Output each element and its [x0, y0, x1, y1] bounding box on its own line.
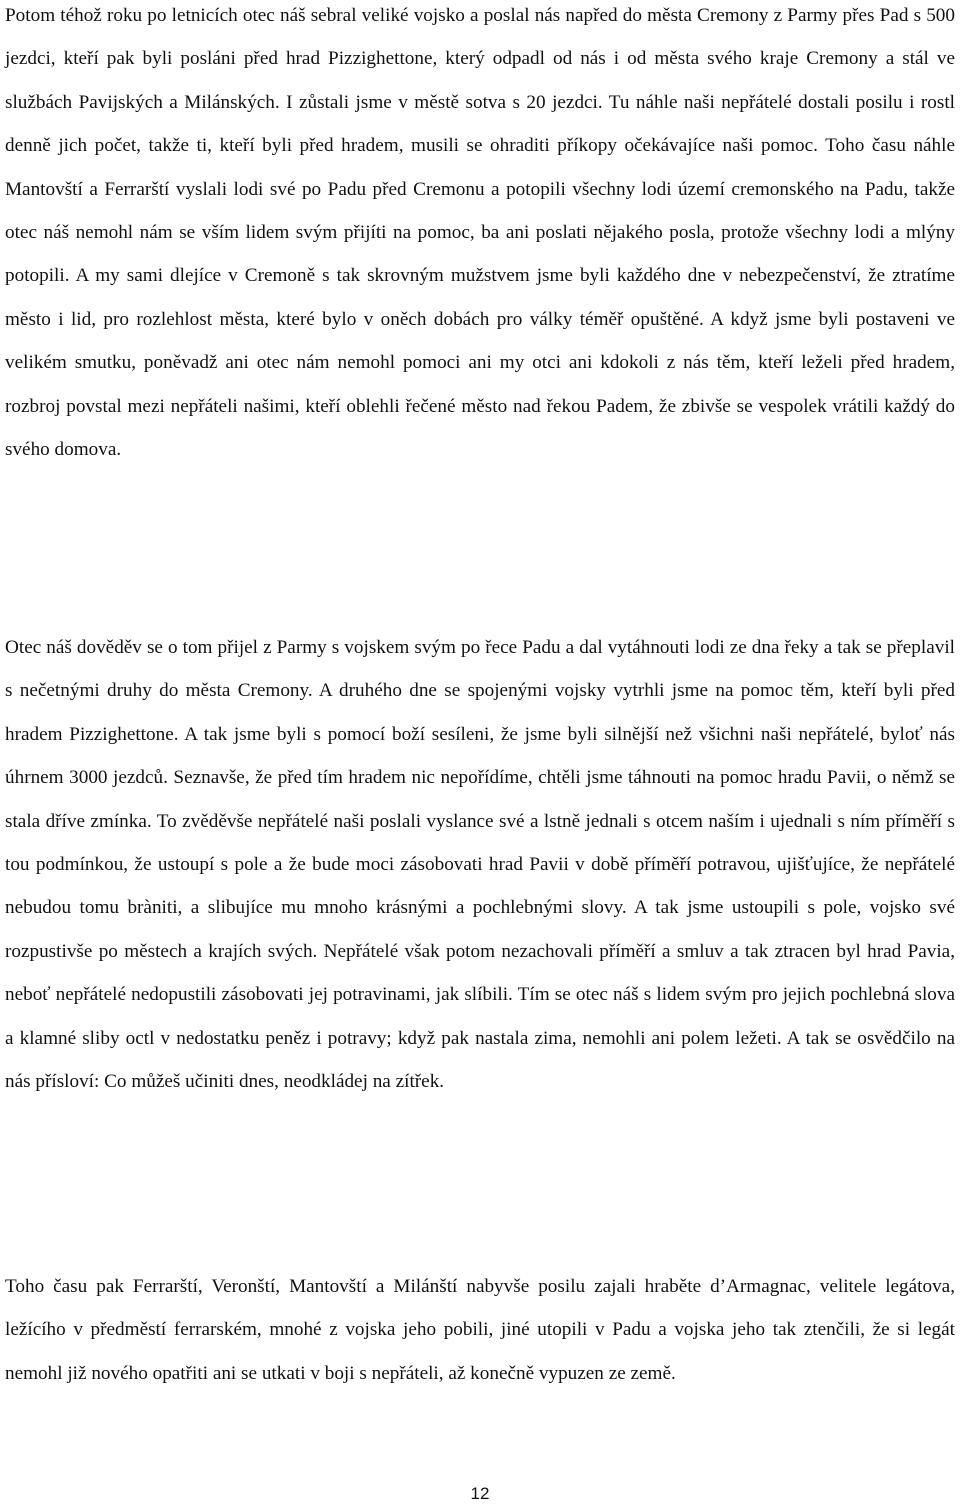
- document-page: [5, 0, 955, 1505]
- page-number: 12: [470, 1484, 490, 1503]
- paragraph: Toho času pak Ferrarští, Veronští, Mantovští a Milánští nabyvše posilu zajali hraběte d’Armagnac, velitele legátova, ležícího v předměstí ferrarském, mnohé z vojska jeho pobili, jiné utopili v Padu a vojska jeho tak ztenčili, že si legát nemohl již nového opatřiti ani se utkati v boji s nepřáteli, až konečně vypuzen ze země.: [5, 1276, 955, 1384]
- paragraph: Potom téhož roku po letnicích otec náš sebral veliké vojsko a poslal nás napřed do města Cremony z Parmy přes Pad s 500 jezdci, kteří pak byli posláni před hrad Pizzighettone, který odpadl od nás i od města svého kraje Cremony a stál ve službách Pavijských a Milánských. I zůstali jsme v městě sotva s 20 jezdci. Tu náhle naši nepřátelé dostali posilu i rostl denně jich počet, takže ti, kteří byli před hradem, musili se ohraditi příkopy očekávajíce naši pomoc. Toho času náhle Mantovští a Ferrarští vyslali lodi své po Padu před Cremonu a potopili všechny lodi území cremonského na Padu, takže otec náš nemohl nám se vším lidem svým přijíti na pomoc, ba ani poslati nějakého posla, protože všechny lodi a mlýny potopili. A my sami dlejíce v Cremoně s tak skrovným mužstvem jsme byli každého dne v nebezpečenství, že ztratíme město i lid, pro rozlehlost města, které bylo v oněch dobách pro války téměř opuštěné. A když jsme byli postaveni ve velikém smutku, poněvadž ani otec nám nemohl pomoci ani my otci ani kdokoli z nás těm, kteří leželi před hradem, rozbroj povstal mezi nepřáteli našimi, kteří oblehli řečené město nad řekou Padem, že zbivše se vespolek vrátili každý do svého domova.: [5, 5, 955, 461]
- paragraph: Otec náš dověděv se o tom přijel z Parmy s vojskem svým po řece Padu a dal vytáhnouti lodi ze dna řeky a tak se přeplavil s nečetnými druhy do města Cremony. A druhého dne se spojenými vojsky vytrhli jsme na pomoc těm, kteří byli před hradem Pizzighettone. A tak jsme byli s pomocí boží sesíleni, že jsme byli silnější než všichni naši nepřátelé, byloť nás úhrnem 3000 jezdců. Seznavše, že před tím hradem nic nepořídíme, chtěli jsme táhnouti na pomoc hradu Pavii, o němž se stala dříve zmínka. To zvěděvše nepřátelé naši poslali vyslance své a lstně jednali s otcem naším i ujednali s ním příměří s tou podmínkou, že ustoupí s pole a že bude moci zásobovati hrad Pavii v době příměří potravou, ujišťujíce, že nepřátelé nebudou tomu bràniti, a slibujíce mu mnoho krásnými a pochlebnými slovy. A tak jsme ustoupili s pole, vojsko své rozpustivše po městech a krajích svých. Nepřátelé však potom nezachovali příměří a smluv a tak ztracen byl hrad Pavia, neboť nepřátelé nedopustili zásobovati jej potravinami, jak slíbili. Tím se otec náš s lidem svým pro jejich pochlebná slova a klamné sliby octl v nedostatku peněz i potravy; když pak nastala zima, nemohli ani polem ležeti. A tak se osvědčilo na nás přísloví: Co můžeš učiniti dnes, neodkládej na zítřek.: [5, 637, 955, 1093]
